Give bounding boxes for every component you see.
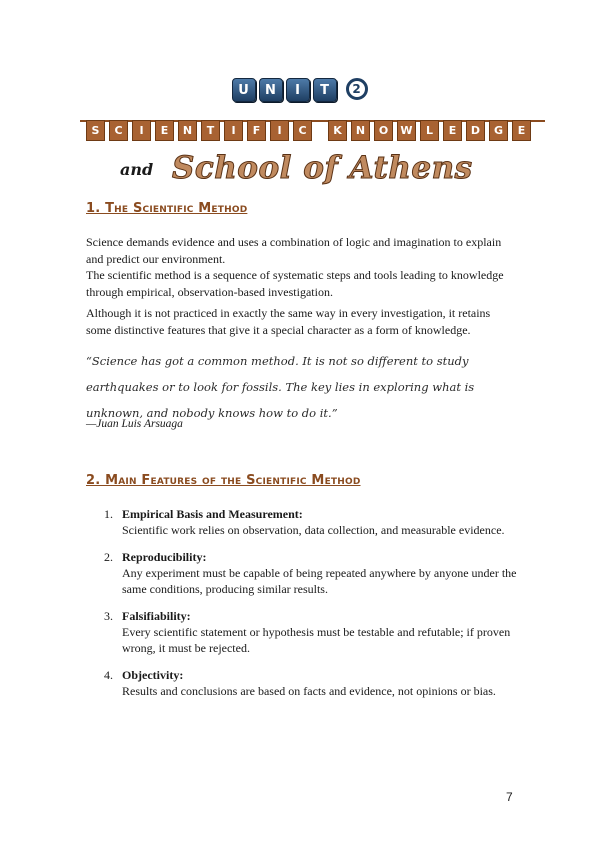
- banner-letter-tile: E: [443, 120, 462, 141]
- banner-letter-tile: E: [155, 120, 174, 141]
- list-item-title: Empirical Basis and Measurement:: [122, 507, 303, 521]
- list-item: [104, 506, 524, 538]
- banner-letter-tile: E: [512, 120, 531, 141]
- list-item-number: 2.: [104, 550, 113, 564]
- quote-author: —Juan Luis Arsuaga: [86, 418, 183, 430]
- list-item-text: Any experiment must be capable of being repeated anywhere by anyone under the same conditions, producing similar results.: [122, 566, 517, 596]
- banner-letter-tile: I: [270, 120, 289, 141]
- section-heading-scientific-method: 1. The Scientific Method: [86, 201, 248, 216]
- list-item-number: 3.: [104, 609, 113, 623]
- practice-text: Although it is not practiced in exactly the same way in every investigation, it retains some distinctive features that give it a special character as a form of knowledge.: [86, 306, 491, 337]
- banner-letter-tile: K: [328, 120, 347, 141]
- banner-letter-tile: I: [224, 120, 243, 141]
- banner-letter-tile: S: [86, 120, 105, 141]
- list-item-body: [122, 667, 496, 699]
- practice-paragraph: [86, 305, 516, 338]
- list-item-body: [122, 608, 524, 656]
- list-item-title: Objectivity:: [122, 668, 184, 682]
- quote-text: “Science has got a common method. It is not so different to study earthquakes or to look for fossils. The key lies in exploring what is unknown, and nobody knows how to do it.”: [86, 354, 475, 420]
- list-item-body: [122, 506, 505, 538]
- banner-letter-tile: W: [397, 120, 416, 141]
- subtitle-connector: and: [120, 160, 154, 179]
- banner-letter-tile: G: [489, 120, 508, 141]
- banner-letter-tile: C: [293, 120, 312, 141]
- banner-letter-tile: I: [132, 120, 151, 141]
- banner-letter-tile: N: [178, 120, 197, 141]
- list-item-text: Results and conclusions are based on facts and evidence, not opinions or bias.: [122, 684, 496, 698]
- list-item-text: Every scientific statement or hypothesis must be testable and refutable; if proven wrong, it must be rejected.: [122, 625, 511, 655]
- unit-letter-tile: N: [259, 78, 283, 102]
- list-item-title: Falsifiability:: [122, 609, 191, 623]
- intro-paragraph: [86, 234, 516, 300]
- intro-text-line1: Science demands evidence and uses a combination of logic and imagination to explain and predict our environment.: [86, 235, 502, 266]
- subtitle-title: School of Athens: [172, 150, 473, 186]
- banner-letter-tile: O: [374, 120, 393, 141]
- banner-title: [86, 120, 536, 141]
- section-heading-main-features: 2. Main Features of the Scientific Method: [86, 473, 361, 488]
- banner-letter-tile: F: [247, 120, 266, 141]
- list-item: [104, 667, 524, 699]
- list-item-body: [122, 549, 524, 597]
- unit-letter-tile: I: [286, 78, 310, 102]
- banner-letter-tile: D: [466, 120, 485, 141]
- list-item-number: 1.: [104, 507, 113, 521]
- unit-letter-tile: U: [232, 78, 256, 102]
- unit-number-badge: 2: [346, 78, 368, 100]
- unit-badge: [0, 78, 599, 102]
- list-item-number: 4.: [104, 668, 113, 682]
- banner-gap: [316, 120, 324, 141]
- list-item-text: Scientific work relies on observation, data collection, and measurable evidence.: [122, 523, 505, 537]
- banner-letter-tile: T: [201, 120, 220, 141]
- banner-letter-tile: C: [109, 120, 128, 141]
- list-item: [104, 549, 524, 597]
- features-list: [104, 506, 524, 710]
- page-number: 7: [506, 790, 513, 804]
- banner-letter-tile: N: [351, 120, 370, 141]
- unit-letter-tile: T: [313, 78, 337, 102]
- list-item-title: Reproducibility:: [122, 550, 207, 564]
- list-item: [104, 608, 524, 656]
- banner-letter-tile: L: [420, 120, 439, 141]
- intro-text-line2: The scientific method is a sequence of systematic steps and tools leading to knowledge through empirical, observation-based investigation.: [86, 268, 504, 299]
